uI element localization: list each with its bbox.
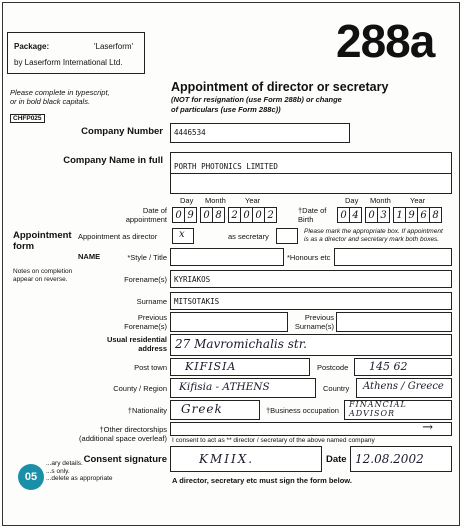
signature-field[interactable] [170,446,322,472]
county-field[interactable] [170,378,316,398]
form-title: Appointment of director or secretary [171,80,389,94]
label-line: †Other directorships [99,425,167,434]
label-line: Previous [137,313,167,322]
footer-note: A director, secretary etc must sign the form below. [172,476,352,485]
signature-value: KMIIX. [199,452,255,466]
page-badge: 05 [18,464,44,490]
director-checkbox[interactable] [172,228,194,244]
surname-value: MITSOTAKIS [174,297,220,306]
form-subtitle [171,95,342,114]
forenames-label: Forename(s) [124,275,167,284]
package-label: Package: [14,42,50,51]
company-name-label: Company Name in full [63,155,163,166]
divider [171,173,451,174]
appointment-form-title [13,230,72,252]
post-town-label: Post town [134,363,167,372]
style-field[interactable] [170,248,284,266]
month-header: Month [370,196,391,205]
date-digit: 6 [417,207,430,223]
title-line: Appointment [13,230,72,241]
company-name-field[interactable] [170,152,452,194]
side-notes [46,460,113,483]
label-line: Birth [298,215,314,224]
previous-surname-label [295,313,334,331]
previous-forenames-label [124,313,167,331]
note-line: is as a director and secretary mark both boxes. [304,235,440,243]
post-town-field[interactable] [170,358,310,376]
label-line: (additional space overleaf) [79,434,167,443]
date-label: Date [326,454,347,465]
style-label: *Style / Title [127,253,167,262]
country-value: Athens / Greece [363,381,444,392]
surname-field[interactable] [170,292,452,310]
other-directorships-field[interactable] [170,422,452,436]
date-digit: 0 [200,207,213,223]
surname-label: Surname [136,297,167,306]
note-line: appear on reverse. [13,275,68,283]
package-by: by Laserform International Ltd. [14,58,123,67]
date-digit: 8 [212,207,225,223]
value-line: ADVISOR [349,408,396,418]
signature-date-field[interactable] [350,446,452,472]
secretary-checkbox[interactable] [276,228,298,244]
instructions [10,88,110,106]
label-line: appointment [125,215,167,224]
postcode-field[interactable] [354,358,452,376]
note-line: ...s only. [46,467,70,475]
birth-date-field[interactable] [337,207,441,223]
form-number: 288a [336,15,435,67]
date-digit: 0 [252,207,265,223]
nationality-field[interactable] [170,400,260,420]
nationality-label: †Nationality [127,406,167,415]
honours-field[interactable] [334,248,452,266]
signature-date-value: 12.08.2002 [355,452,424,466]
note-line: Notes on completion [13,268,73,275]
name-label: NAME [78,252,101,261]
forenames-field[interactable] [170,270,452,288]
package-box [7,32,145,74]
date-digit: 9 [184,207,197,223]
postcode-value: 145 62 [369,360,408,373]
year-header: Year [410,196,426,205]
month-header: Month [205,196,226,205]
instructions-line: Please complete in typescript, [10,88,110,97]
note-line: ...delete as appropriate [46,475,113,482]
date-digit: 4 [349,207,362,223]
label-line: address [138,344,167,353]
year-header: Year [245,196,261,205]
forenames-value: KYRIAKOS [174,275,211,284]
consent-text: I consent to act as ** director / secretary of the above named company [172,437,375,444]
note-line: Please mark the appropriate box. If appointment [304,228,443,235]
package-name: 'Laserform' [94,42,134,51]
date-digit: 2 [228,207,241,223]
as-secretary-label: as secretary [228,232,269,241]
label-line: Date of [142,206,167,215]
label-line: †Date of [298,206,327,215]
previous-surname-field[interactable] [336,312,452,332]
address-field[interactable] [170,334,452,356]
country-label: Country [323,384,350,393]
consent-signature-label: Consent signature [83,454,167,465]
company-number-value: 4446534 [174,128,206,137]
director-mark: x [179,229,185,240]
label-line: Usual residential [106,335,167,344]
date-digit: 9 [405,207,418,223]
occupation-label: †Business occupation [266,406,339,415]
form-code: CHFP025 [10,114,45,123]
subtitle-line: of particulars (use Form 288c)) [171,104,281,114]
value-line: FINANCIAL [349,400,407,409]
address-label [107,335,167,353]
label-line: Forename(s) [124,322,167,331]
birth-date-label [298,206,326,224]
as-director-label: Appointment as director [78,232,158,241]
address-value: 27 Mavromichalis str. [175,337,307,351]
previous-forenames-field[interactable] [170,312,288,332]
county-value: Kifisia - ATHENS [179,381,270,393]
nationality-value: Greek [181,402,223,416]
label-line: Previous [304,313,334,322]
arrow-icon: → [422,420,433,435]
notes-label [13,268,72,283]
subtitle-line: (NOT for resignation (use Form 288b) or change [171,95,342,104]
postcode-label: Postcode [317,363,349,372]
instructions-line: or in bold black capitals. [10,97,91,106]
appointment-date-field[interactable] [172,207,276,223]
company-number-field[interactable] [170,123,350,143]
day-header: Day [345,196,359,205]
appointment-date-label [126,206,167,224]
date-digit: 3 [377,207,390,223]
occupation-value [349,401,407,418]
company-name-value: PORTH PHOTONICS LIMITED [174,162,278,171]
date-digit: 0 [365,207,378,223]
occupation-field[interactable] [344,400,452,420]
post-town-value: KIFISIA [185,360,237,373]
mark-note [304,228,443,243]
date-digit: 0 [172,207,185,223]
date-digit: 2 [264,207,277,223]
label-line: Surname(s) [294,322,334,331]
company-number-label: Company Number [81,126,163,137]
title-line: form [13,241,35,252]
date-digit: 0 [337,207,350,223]
county-label: County / Region [113,384,167,393]
note-line: ...ary details. [46,460,83,467]
honours-label: *Honours etc [287,253,331,262]
date-digit: 1 [393,207,406,223]
day-header: Day [180,196,194,205]
date-digit: 0 [240,207,253,223]
country-field[interactable] [356,378,452,398]
other-directorships-label [79,425,167,443]
date-digit: 8 [429,207,442,223]
